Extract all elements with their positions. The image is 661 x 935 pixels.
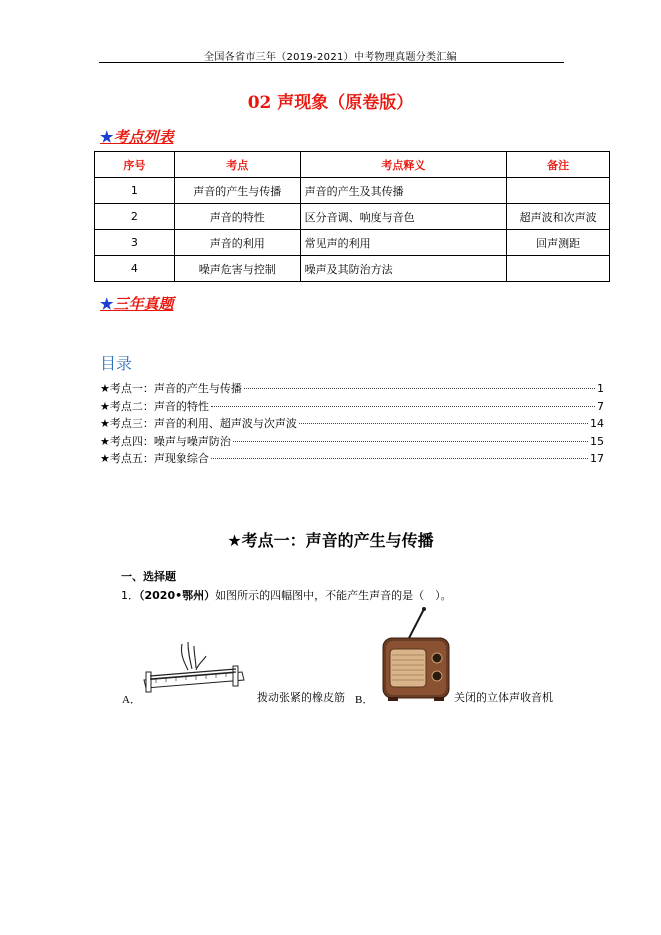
kaodian-table — [94, 151, 610, 282]
table-cell: 4 — [95, 256, 175, 282]
table-cell: 声音的产生及其传播 — [300, 178, 507, 204]
table-cell: 常见声的利用 — [300, 230, 507, 256]
option-a-letter: A． — [122, 694, 141, 706]
table-row — [95, 204, 610, 230]
toc-page-number: 7 — [597, 399, 604, 413]
table-cell: 声音的产生与传播 — [174, 178, 300, 204]
table-row — [95, 230, 610, 256]
toc-page-number: 15 — [590, 434, 604, 448]
table-of-contents — [100, 380, 604, 468]
table-cell: 噪声危害与控制 — [174, 256, 300, 282]
table-cell: 回声测距 — [507, 230, 610, 256]
rubber-band-figure — [136, 636, 252, 700]
section-heading-label: 三年真题 — [113, 295, 174, 313]
table-cell: 1 — [95, 178, 175, 204]
toc-entry-text: ★考点二：声音的特性 — [100, 399, 209, 413]
toc-title: 目录 — [100, 354, 133, 373]
toc-entry-text: ★考点四：噪声与噪声防治 — [100, 434, 231, 448]
table-header-cell: 备注 — [507, 152, 610, 178]
question-stem: 如图所示的四幅图中，不能产生声音的是（ ）。 — [215, 589, 452, 602]
toc-page-number: 14 — [590, 417, 604, 430]
subsection-heading: 一、选择题 — [121, 570, 176, 583]
option-b-letter: B． — [355, 694, 374, 706]
table-cell: 超声波和次声波 — [507, 204, 610, 230]
toc-entry[interactable] — [100, 415, 604, 433]
header-divider — [99, 62, 564, 63]
section-heading-kaodian-liebiao — [100, 126, 173, 147]
toc-entry-text: ★考点三：声音的利用、超声波与次声波 — [100, 417, 297, 430]
table-row — [95, 178, 610, 204]
toc-leader-dots — [244, 388, 595, 389]
toc-entry[interactable] — [100, 450, 604, 468]
toc-leader-dots — [211, 406, 595, 407]
table-header-row — [95, 152, 610, 178]
option-b-caption: 关闭的立体声收音机 — [454, 691, 553, 704]
document-title: 02 声现象（原卷版） — [247, 93, 414, 113]
option-a-caption: 拨动张紧的橡皮筋 — [257, 691, 345, 704]
toc-leader-dots — [233, 441, 588, 442]
toc-entry-text: ★考点一：声音的产生与传播 — [100, 382, 242, 395]
question-number: 1． — [121, 589, 139, 602]
toc-entry-text: ★考点五：声现象综合 — [100, 452, 209, 465]
kaodian1-heading: ★考点一：声音的产生与传播 — [227, 531, 434, 550]
section-heading-sannian-zhenti — [100, 293, 173, 314]
toc-entry[interactable] — [100, 398, 604, 416]
radio-figure — [380, 606, 452, 706]
table-header-cell: 序号 — [95, 152, 175, 178]
table-row — [95, 256, 610, 282]
page-header: 全国各省市三年（2019-2021）中考物理真题分类汇编 — [204, 52, 457, 63]
toc-page-number: 1 — [597, 382, 604, 395]
section-heading-label: 考点列表 — [113, 128, 174, 146]
toc-entry[interactable] — [100, 433, 604, 451]
table-cell: 区分音调、响度与音色 — [300, 204, 507, 230]
star-icon: ★ — [100, 128, 114, 146]
toc-entry[interactable] — [100, 380, 604, 398]
table-cell — [507, 256, 610, 282]
question-source: （2020•鄂州） — [139, 589, 216, 602]
table-cell: 3 — [95, 230, 175, 256]
table-header-cell: 考点释义 — [300, 152, 507, 178]
table-cell: 噪声及其防治方法 — [300, 256, 507, 282]
star-icon: ★ — [100, 295, 114, 313]
table-header-cell: 考点 — [174, 152, 300, 178]
question-1 — [121, 587, 452, 603]
table-cell: 声音的特性 — [174, 204, 300, 230]
table-cell — [507, 178, 610, 204]
toc-leader-dots — [299, 423, 588, 424]
table-cell: 2 — [95, 204, 175, 230]
toc-page-number: 17 — [590, 452, 604, 465]
table-cell: 声音的利用 — [174, 230, 300, 256]
toc-leader-dots — [211, 458, 588, 459]
